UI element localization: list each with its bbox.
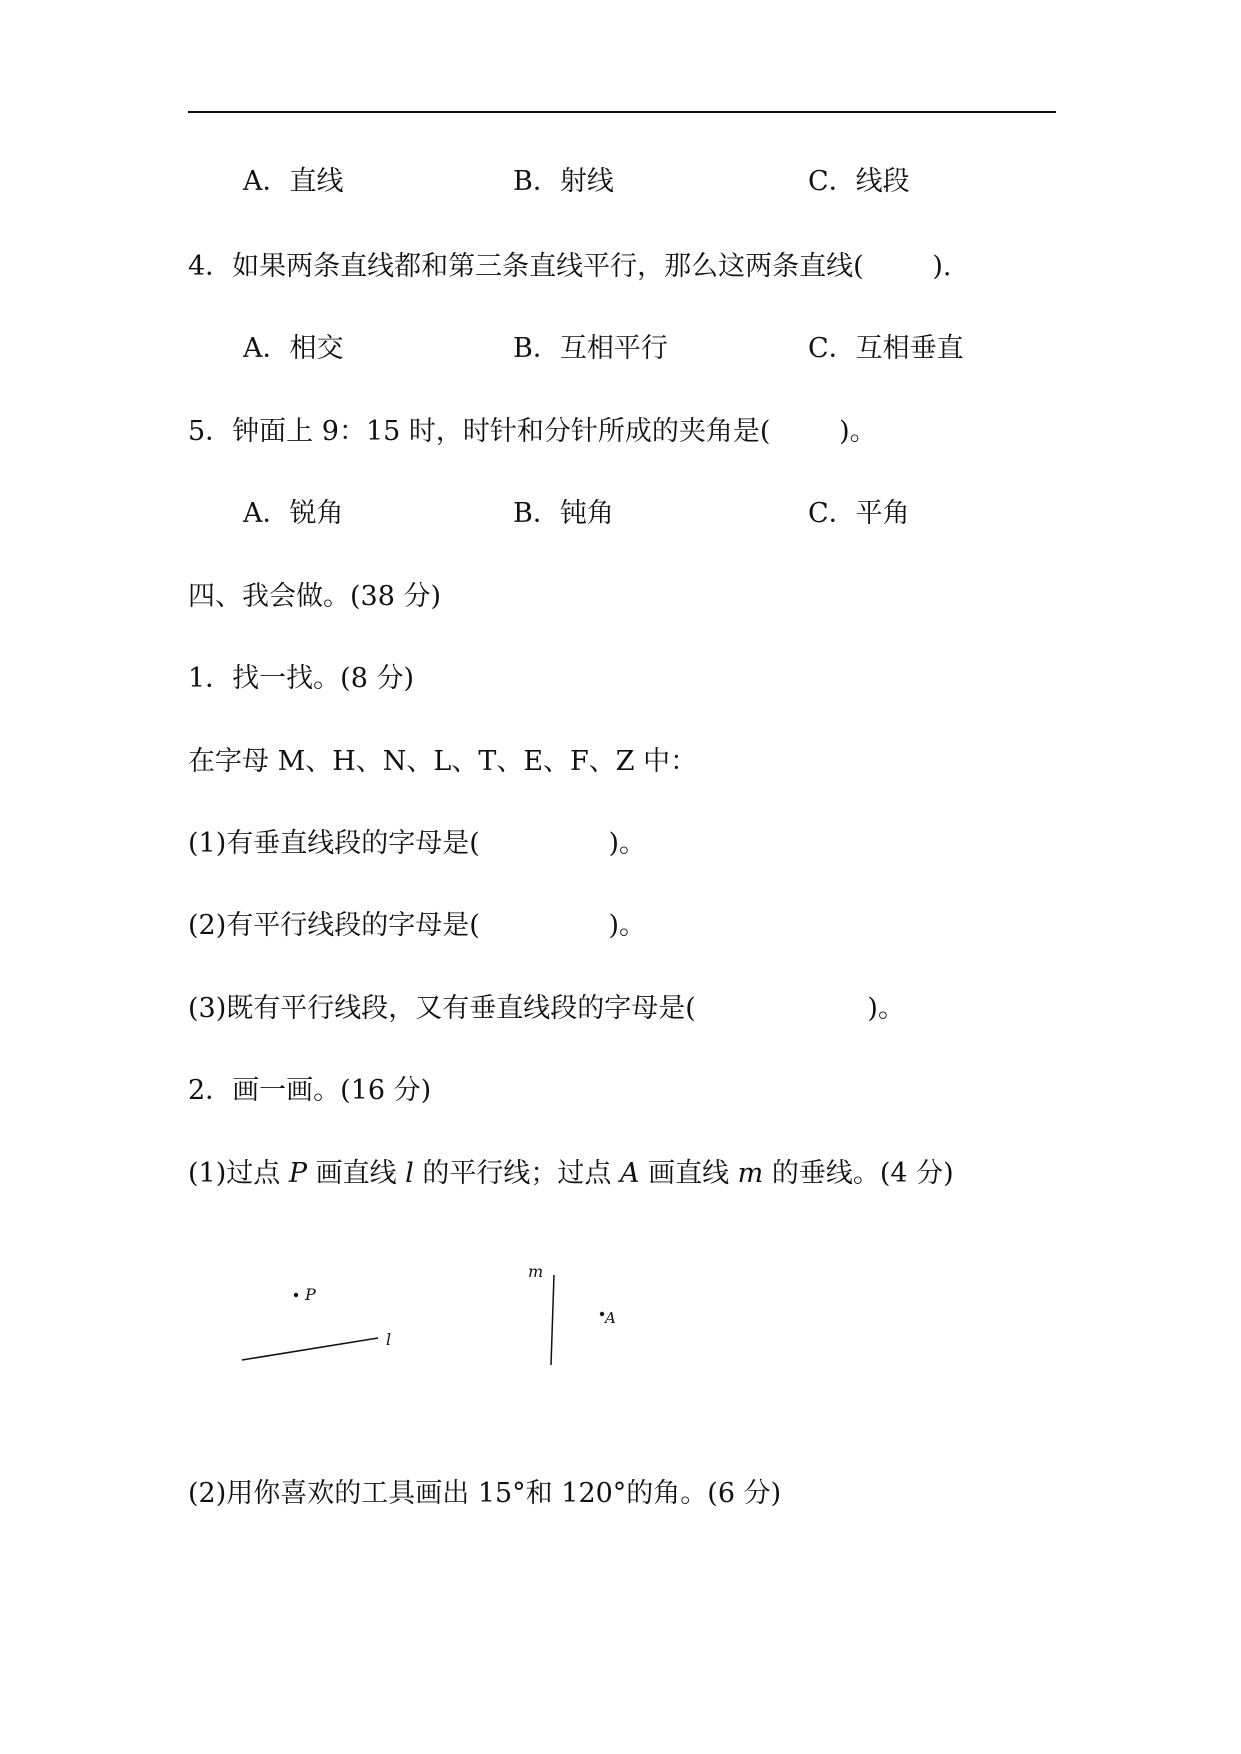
q3-option-a: A．直线 (243, 166, 344, 197)
q4-option-b: B．互相平行 (513, 333, 668, 364)
line-m-label: m (528, 1262, 544, 1281)
point-p-label: P (305, 1285, 316, 1304)
line-m (551, 1275, 554, 1365)
point-a (600, 1312, 604, 1316)
q5-option-c: C．平角 (808, 498, 910, 529)
q5-option-b: B．钝角 (513, 498, 614, 529)
top-rule (188, 111, 1056, 113)
line-l (242, 1338, 378, 1360)
line-l-label: l (386, 1330, 392, 1349)
part2-q2: (2)用你喜欢的工具画出 15°和 120°的角。(6 分) (188, 1478, 782, 1509)
q4-text: 4．如果两条直线都和第三条直线平行，那么这两条直线( ). (188, 251, 952, 282)
q3-option-b: B．射线 (513, 166, 614, 197)
q4-option-c: C．互相垂直 (808, 333, 964, 364)
part1-q2: (2)有平行线段的字母是( )。 (188, 910, 647, 941)
part1-q1: (1)有垂直线段的字母是( )。 (188, 828, 647, 859)
part1-title: 1．找一找。(8 分) (188, 663, 415, 694)
part2-q1: (1)过点 P 画直线 l 的平行线；过点 A 画直线 m 的垂线。(4 分) (188, 1158, 954, 1189)
q4-option-a: A．相交 (243, 333, 344, 364)
q3-option-c: C．线段 (808, 166, 910, 197)
point-a-label: A (605, 1309, 616, 1327)
part2-title: 2．画一画。(16 分) (188, 1075, 432, 1106)
geometry-figure (230, 1255, 650, 1395)
section4-title: 四、我会做。(38 分) (188, 581, 442, 612)
part1-intro: 在字母 M、H、N、L、T、E、F、Z 中： (188, 746, 698, 777)
point-p (294, 1293, 298, 1297)
part1-q3: (3)既有平行线段，又有垂直线段的字母是( )。 (188, 993, 905, 1024)
q5-text: 5．钟面上 9：15 时，时针和分针所成的夹角是( )。 (188, 416, 877, 447)
q5-option-a: A．锐角 (243, 498, 344, 529)
